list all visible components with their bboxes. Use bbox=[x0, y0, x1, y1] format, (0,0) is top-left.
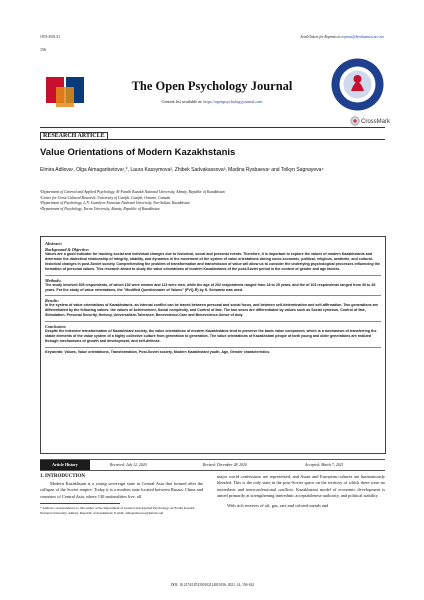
background-label: Background & Objective: bbox=[45, 247, 90, 252]
keywords-text: Values, Value orientations, Transformation, Post-Soviet society, Modern Kazakhstani youth, Age, Gender characteristics. bbox=[64, 349, 271, 354]
journal-url-link[interactable]: https://openpsychologyjournal.com bbox=[203, 99, 263, 104]
send-orders-text: Send Orders for Reprints to bbox=[300, 35, 341, 39]
article-history-label: Article History bbox=[40, 460, 90, 470]
footnote-rule bbox=[40, 503, 120, 504]
results-label: Results: bbox=[45, 298, 59, 304]
issn: 1874-3501/21 bbox=[40, 35, 61, 39]
reprints-note bbox=[301, 35, 385, 39]
journal-title: The Open Psychology Journal bbox=[131, 79, 293, 93]
affiliation-1: ¹Department of General and Applied Psychology, Al-Farabi Kazakh National University, Almaty, Republic of Kazakhstan bbox=[40, 190, 225, 194]
correspondence-footnote: * Address correspondence to this author at the Department of General and Applied Psychology, Al-Farabi Kazakh National University, Almaty, Republic of Kazakhstan; E-mail: aimaganbetova@gmail.com bbox=[40, 506, 195, 515]
masthead-rule bbox=[40, 127, 385, 128]
content-prefix: Content list available at: bbox=[161, 99, 203, 104]
crossmark-badge[interactable] bbox=[350, 113, 395, 126]
abstract-divider bbox=[45, 295, 381, 296]
keywords-line bbox=[45, 350, 381, 355]
received-date: Received: July 12, 2020 bbox=[110, 463, 147, 467]
article-type-rule bbox=[40, 139, 385, 140]
abstract-heading: Abstract: bbox=[45, 241, 62, 246]
results-text: In the system of value orientations of Kazakhstanis, an internal conflict can be traced between personal and social focus, and between self-determination and self-affirmation. Two generations are differentiated by the following values: the values of Achievement, Social complexity, and Control of fate. The two sexes are differentiated by values such as Social cynicism, Control of fate, Stimulation, Personal Security, Hedony, Universalism-Tolerance, Benevolence-Care and Benevolence-Sense of duty. bbox=[45, 303, 379, 318]
publisher-logo bbox=[40, 67, 100, 115]
abstract-divider bbox=[45, 347, 381, 348]
affiliations bbox=[40, 190, 385, 212]
article-history-bar bbox=[40, 459, 385, 471]
abstract-box bbox=[40, 236, 386, 454]
affiliation-3: ³Department of Psychology, L.N. Gumilyov Eurasian National University, Nur-Sultan, Kazakhstan bbox=[40, 201, 190, 206]
body-column-right bbox=[217, 474, 385, 509]
crossmark-label: CrossMark bbox=[361, 119, 391, 126]
abstract-divider bbox=[45, 275, 381, 276]
journal-seal-logo bbox=[330, 57, 385, 112]
affiliation-4: ⁴Department of Psychology, Turan University, Almaty, Republic of Kazakhstan bbox=[40, 206, 160, 211]
article-type-badge: RESEARCH ARTICLE bbox=[40, 132, 108, 140]
doi-footer: DOI: 10.2174/1874350102114010156, 2021, 14, 156-162 bbox=[170, 583, 255, 587]
article-title: Value Orientations of Modern Kazakhstanis bbox=[40, 147, 236, 158]
background-text: Values are a good indicator for tracking social and individual changes due to historical, social and personal events. Therefore, it is important to explore the values of modern Kazakhstanis and determine the dialectical relationship of integrity, stability, and dynamics in the movement of the system of value orientations during socio-economic, political, religious, aesthetic, and cultural-historical changes in post-Soviet society. Comprehending the problem of transformation and transmission of value will allow us to consider the underlying psychological processes influencing the formation of personal values. This research aimed to study the value orientations of modern Kazakhstanis of the post-Soviet period in the context of gender and age factors. bbox=[45, 252, 381, 271]
page-number: 156 bbox=[40, 47, 46, 52]
methods-label: Methods: bbox=[45, 277, 62, 283]
abstract-divider bbox=[45, 321, 381, 322]
intro-paragraph-1: Modern Kazakhstan is a young sovereign state in Central Asia that formed after the collapse of the Soviet empire. Today it is a modern state located between Russia, China and countries of Central Asia, where 130 nationalities live, all bbox=[40, 481, 203, 499]
revised-date: Revised: December 28, 2020 bbox=[203, 463, 247, 467]
accepted-date: Accepted: March 7, 2021 bbox=[305, 463, 344, 467]
content-list-line bbox=[104, 99, 320, 104]
body-column-left bbox=[40, 474, 203, 515]
keywords-label: Keywords: bbox=[45, 349, 64, 354]
methods-text: The study involved 305 respondents, of which 192 were women and 113 were men, while the age of 202 respondents ranged from 18 to 25 years, and the of 103 respondents ranged from 30 to 45 years. For the study of value orientations, the "Modified Questionnaire of Values" (PVQ-R) by S. Schwartz was used. bbox=[45, 282, 376, 292]
author-list: Elmira Adilova¹, Olga Aimaganbetova¹,*, Laura Kassymova², Zhibek Sadvakassova³, Madina Rysbaeva¹ and Tolkyn Sagnayeva⁴ bbox=[40, 167, 324, 173]
reprints-email-link[interactable]: reprints@benthamscience.net bbox=[341, 35, 384, 39]
conclusion-text: Despite the intensive transformation of Kazakhstani society, the value orientations of modern Kazakhstanis tend to preserve the basic value component, which is a mechanism of transferring the stable elements of the value system of a highly collective culture from generation to generation. The value orientations of Kazakhstani people of both young and older generations are realized through mechanisms of growth and development, and self-defense. bbox=[45, 329, 377, 343]
intro-paragraph-continued: major world confessions are represented, and Asian and European cultures are harmoniously blended. This is the only state in the post-Soviet space on the territory of which there were no interethnic and interconfessional conflicts. Kazakhstani model of economic development is aimed primarily at strengthening interethnic acceptableness-authority, and political stability. bbox=[217, 474, 385, 499]
intro-paragraph-2: With rich reserves of oil, gas, rare and colored metals and bbox=[227, 502, 329, 508]
conclusion-label: Conclusion: bbox=[45, 324, 67, 330]
affiliation-2: ²Centre for Cross-Cultural Research, University of Guelph, Guelph, Ontario, Canada bbox=[40, 195, 171, 200]
section-heading: 1. INTRODUCTION bbox=[40, 474, 86, 479]
